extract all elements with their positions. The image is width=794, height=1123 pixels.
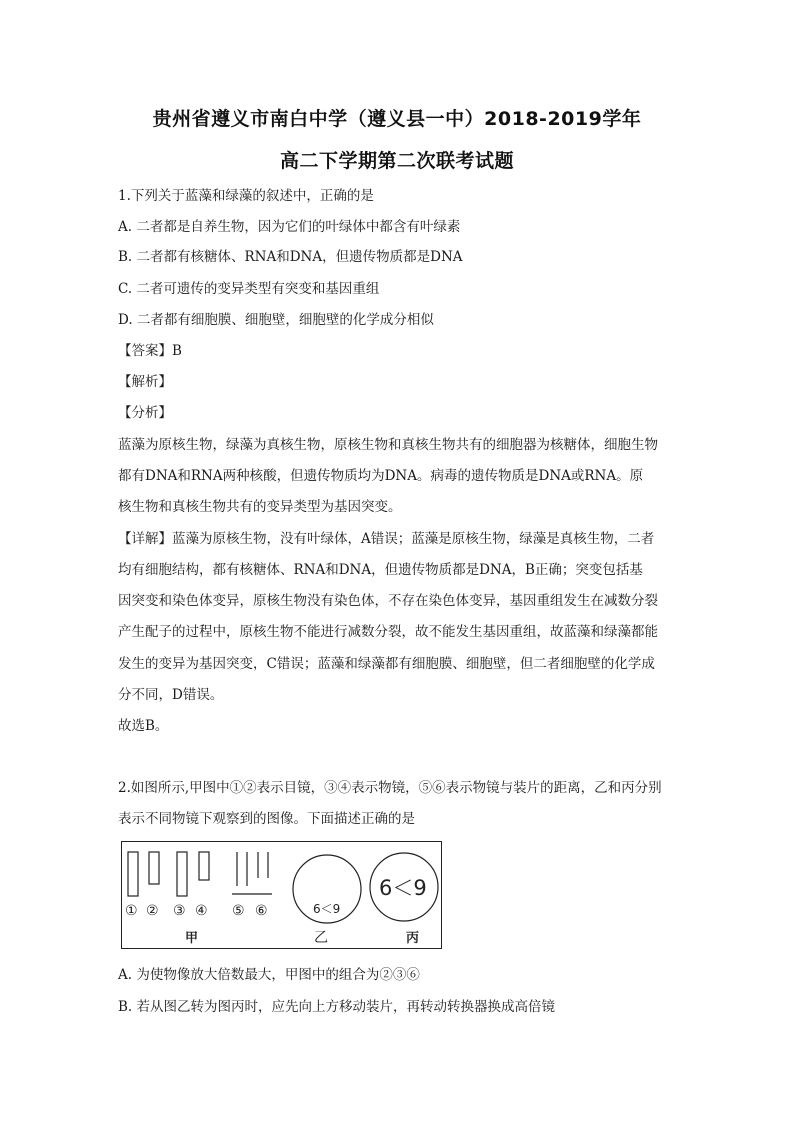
label-jia: 甲: [185, 931, 199, 946]
q1-option-b: B. 二者都有核糖体、RNA和DNA，但遗传物质都是DNA: [118, 249, 463, 265]
bing-image-text: 6＜9: [379, 876, 427, 900]
yi-image-text: 6＜9: [313, 902, 341, 916]
q1-conclusion: 故选B。: [118, 718, 169, 734]
q1-detail-line: 发生的变异为基因突变，C错误；蓝藻和绿藻都有细胞膜、细胞壁，但二者细胞壁的化学成: [118, 656, 655, 672]
question-2-stem: 表示不同物镜下观察到的图像。下面描述正确的是: [118, 811, 415, 827]
title-line-2: 高二下学期第二次联考试题: [279, 150, 514, 172]
q1-jiexi-heading: 【解析】: [118, 374, 172, 390]
eyepiece-2-icon: [149, 852, 159, 884]
q1-detail-line: 分不同，D错误。: [118, 687, 224, 703]
q1-fenxi-heading: 【分析】: [118, 405, 172, 421]
question-1-stem: 1.下列关于蓝藻和绿藻的叙述中，正确的是: [118, 188, 374, 204]
lens-label: ⑥: [255, 903, 268, 919]
lens-label: ③: [173, 903, 186, 919]
eyepiece-1-icon: [128, 852, 138, 896]
q1-detail-line: 产生配子的过程中，原核生物不能进行减数分裂，故不能发生基因重组，故蓝藻和绿藻都能: [118, 624, 658, 640]
q1-option-d: D. 二者都有细胞膜、细胞壁，细胞壁的化学成分相似: [118, 312, 434, 328]
q1-option-a: A. 二者都是自养生物，因为它们的叶绿体中都含有叶绿素: [118, 219, 461, 235]
title-line-1: 贵州省遵义市南白中学（遵义县一中）2018-2019学年: [152, 108, 642, 130]
q1-analysis-line: 蓝藻为原核生物，绿藻为真核生物，原核生物和真核生物共有的细胞器为核糖体，细胞生物: [118, 437, 658, 453]
microscope-figure: [121, 841, 442, 949]
lens-label: ②: [146, 903, 159, 919]
label-yi: 乙: [314, 930, 328, 946]
label-bing: 丙: [406, 931, 420, 946]
q1-detail-line: 因突变和染色体变异，原核生物没有染色体，不存在染色体变异，基因重组发生在减数分裂: [118, 593, 658, 609]
q2-option-b: B. 若从图乙转为图丙时，应先向上方移动装片，再转动转换器换成高倍镜: [118, 999, 556, 1015]
q1-analysis-line: 核生物和真核生物共有的变异类型为基因突变。: [118, 499, 402, 515]
lens-label: ①: [125, 903, 138, 919]
microscope-figure-svg: [122, 842, 443, 950]
q1-detail-line: 【详解】蓝藻为原核生物，没有叶绿体，A错误；蓝藻是原核生物，绿藻是真核生物，二者: [118, 531, 655, 547]
q1-analysis-line: 都有DNA和RNA两种核酸，但遗传物质均为DNA。病毒的遗传物质是DNA或RNA。原: [118, 468, 644, 484]
lens-label: ⑤: [232, 903, 245, 919]
q1-option-c: C. 二者可遗传的变异类型有突变和基因重组: [118, 281, 380, 297]
lens-label: ④: [195, 903, 208, 919]
q1-answer: 【答案】B: [118, 343, 182, 359]
question-2-stem: 2.如图所示,甲图中①②表示目镜，③④表示物镜，⑤⑥表示物镜与装片的距离，乙和丙分别: [118, 780, 662, 796]
objective-3-icon: [177, 852, 187, 896]
q1-detail-line: 均有细胞结构，都有核糖体、RNA和DNA，但遗传物质都是DNA，B正确；突变包括基: [118, 562, 643, 578]
q2-option-a: A. 为使物像放大倍数最大，甲图中的组合为②③⑥: [118, 967, 420, 983]
objective-4-icon: [199, 852, 209, 880]
